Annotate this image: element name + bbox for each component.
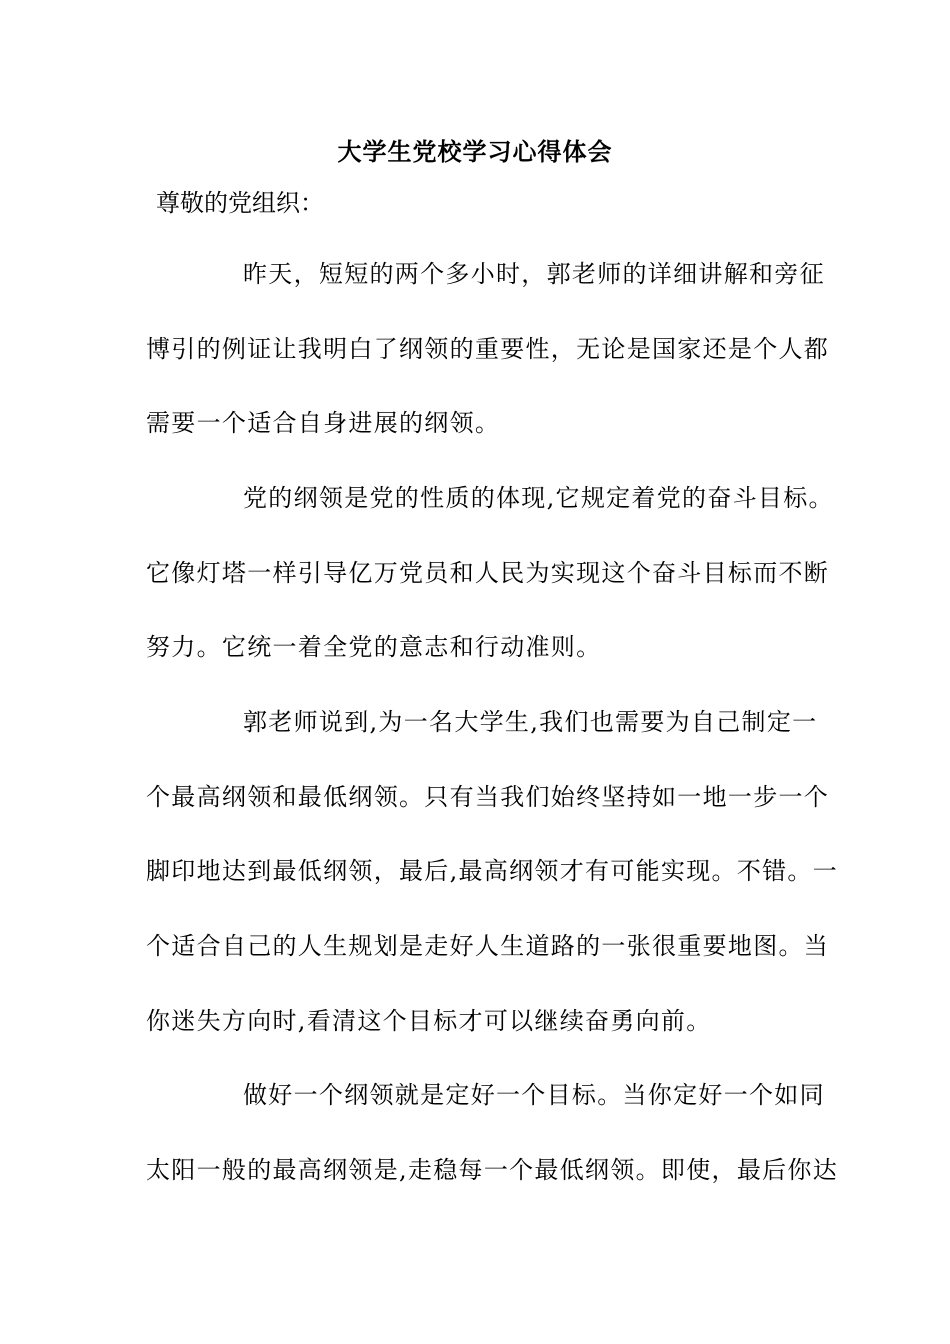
paragraph-line: 个最高纲领和最低纲领。只有当我们始终坚持如一地一步一个 [146, 783, 830, 811]
paragraph-line: 需要一个适合自身进展的纲领。 [146, 409, 501, 437]
salutation: 尊敬的党组织： [156, 189, 324, 217]
paragraph-line: 你迷失方向时,看清这个目标才可以继续奋勇向前。 [146, 1007, 712, 1035]
paragraph-line: 脚印地达到最低纲领，最后,最高纲领才有可能实现。不错。一 [146, 857, 839, 885]
paragraph-line: 博引的例证让我明白了纲领的重要性，无论是国家还是个人都 [146, 335, 830, 363]
paragraph-line: 太阳一般的最高纲领是,走稳每一个最低纲领。即使，最后你达 [146, 1156, 839, 1184]
paragraph-line: 它像灯塔一样引导亿万党员和人民为实现这个奋斗目标而不断 [146, 559, 830, 587]
paragraph-line: 昨天，短短的两个多小时，郭老师的详细讲解和旁征 [243, 260, 825, 288]
paragraph-line: 做好一个纲领就是定好一个目标。当你定好一个如同 [243, 1081, 825, 1109]
paragraph-line: 努力。它统一着全党的意志和行动准则。 [146, 633, 602, 661]
paragraph-line: 郭老师说到,为一名大学生,我们也需要为自己制定一 [243, 708, 818, 736]
paragraph-line: 党的纲领是党的性质的体现,它规定着党的奋斗目标。 [243, 484, 834, 512]
paragraph-line: 个适合自己的人生规划是走好人生道路的一张很重要地图。当 [146, 932, 830, 960]
document-title: 大学生党校学习心得体会 [337, 137, 613, 166]
